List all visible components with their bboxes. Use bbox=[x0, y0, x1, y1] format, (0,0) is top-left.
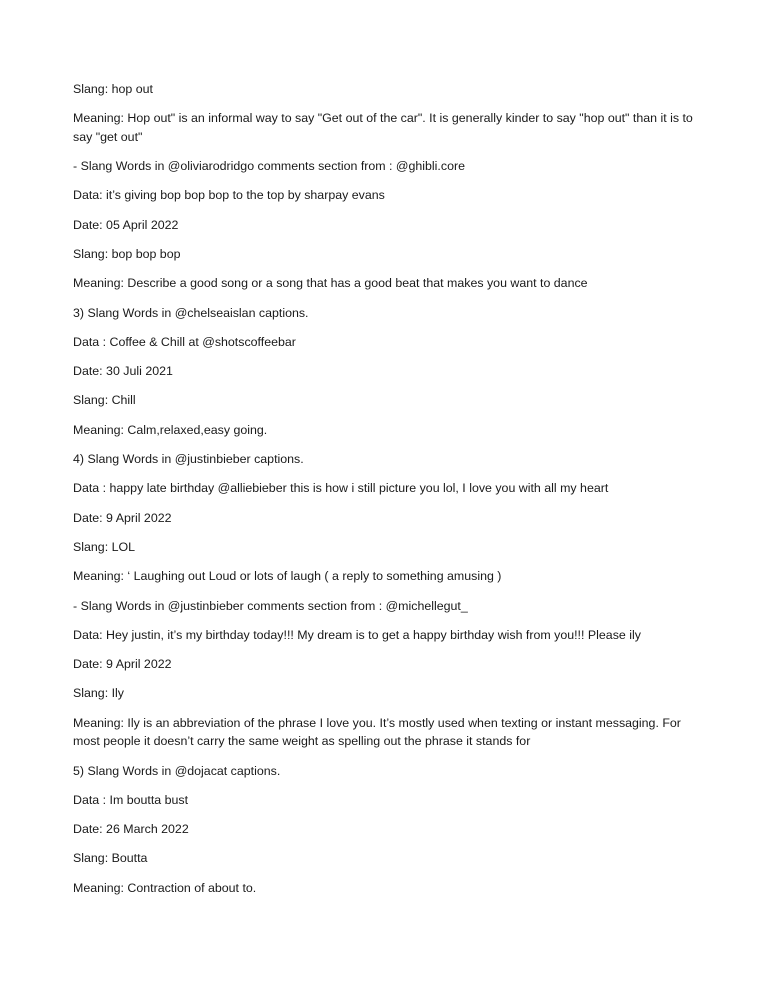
section-justinbieber-comments: - Slang Words in @justinbieber comments section from : @michellegut_ bbox=[73, 598, 468, 613]
date-lol: Date: 9 April 2022 bbox=[73, 510, 172, 525]
section-chelseaislan-captions: 3) Slang Words in @chelseaislan captions. bbox=[73, 305, 309, 320]
slang-bop-bop-bop: Slang: bop bop bop bbox=[73, 246, 181, 261]
slang-hop-out: Slang: hop out bbox=[73, 82, 153, 96]
date-boutta: Date: 26 March 2022 bbox=[73, 822, 189, 837]
section-dojacat-captions: 5) Slang Words in @dojacat captions. bbox=[73, 763, 281, 778]
meaning-ily: Meaning: Ily is an abbreviation of the phrase I love you. It’s mostly used when texting or instant messaging. For most people it doesn’t carry the same weight as spelling out the phrase it stands for bbox=[73, 715, 681, 749]
document-body bbox=[73, 80, 693, 908]
slang-chill: Slang: Chill bbox=[73, 393, 136, 408]
meaning-lol: Meaning: ‘ Laughing out Loud or lots of laugh ( a reply to something amusing ) bbox=[73, 569, 502, 584]
data-chill: Data : Coffee & Chill at @shotscoffeebar bbox=[73, 334, 296, 349]
date-bop-bop-bop: Date: 05 April 2022 bbox=[73, 217, 179, 232]
meaning-hop-out: Meaning: Hop out" is an informal way to say "Get out of the car". It is generally kinder to say "hop out" than it is to say "get out" bbox=[73, 111, 693, 144]
meaning-bop-bop-bop: Meaning: Describe a good song or a song that has a good beat that makes you want to dance bbox=[73, 276, 588, 291]
meaning-boutta: Meaning: Contraction of about to. bbox=[73, 880, 257, 895]
meaning-chill: Meaning: Calm,relaxed,easy going. bbox=[73, 422, 268, 437]
data-boutta: Data : Im boutta bust bbox=[73, 792, 189, 807]
date-chill: Date: 30 Juli 2021 bbox=[73, 364, 173, 379]
slang-boutta: Slang: Boutta bbox=[73, 851, 148, 866]
data-ily: Data: Hey justin, it’s my birthday today!!! My dream is to get a happy birthday wish from you!!! Please ily bbox=[73, 627, 641, 642]
section-justinbieber-captions: 4) Slang Words in @justinbieber captions. bbox=[73, 452, 304, 467]
slang-lol: Slang: LOL bbox=[73, 539, 135, 554]
data-bop-bop-bop: Data: it’s giving bop bop bop to the top by sharpay evans bbox=[73, 188, 385, 203]
section-olivia-comments: - Slang Words in @oliviarodridgo comments section from : @ghibli.core bbox=[73, 159, 465, 174]
data-lol: Data : happy late birthday @alliebieber this is how i still picture you lol, I love you with all my heart bbox=[73, 481, 609, 496]
date-ily: Date: 9 April 2022 bbox=[73, 657, 172, 672]
slang-ily: Slang: Ily bbox=[73, 686, 124, 701]
